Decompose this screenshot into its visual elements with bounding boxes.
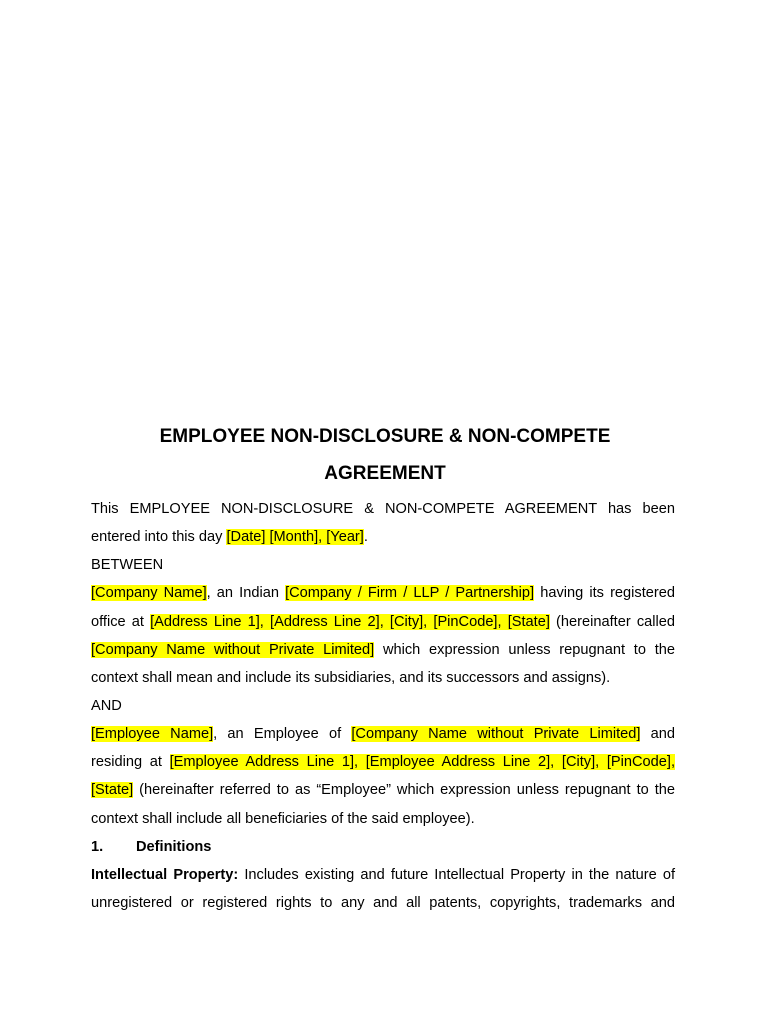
date-placeholder[interactable]: [Date] [Month], [Year] (226, 529, 364, 546)
definitions-title: Definitions (136, 838, 212, 855)
ip-term: Intellectual Property: (91, 866, 239, 883)
employee-party-text: context shall include all beneficiaries of the said employee). (91, 810, 475, 827)
employee-party-text: and (640, 726, 676, 743)
employee-party-line-3 (91, 776, 675, 804)
document-title-line-1: EMPLOYEE NON-DISCLOSURE & NON-COMPETE (159, 426, 611, 447)
company-party-line-2 (91, 608, 675, 636)
employee-name-placeholder[interactable]: [Employee Name] (91, 726, 214, 743)
company-address-placeholder[interactable]: [Address Line 1], [Address Line 2], [City], [PinCode], [State] (150, 613, 550, 630)
intro-text: entered into this day (91, 529, 227, 546)
company-party-text: office at (91, 613, 151, 630)
and-text: AND (91, 697, 122, 714)
company-party-line-4 (91, 664, 675, 692)
intro-text: . (363, 529, 368, 546)
employee-party-text: (hereinafter referred to as “Employee” which expression unless repugnant to the (133, 782, 675, 799)
employee-party-text: , an Employee of (213, 726, 352, 743)
and-label (91, 692, 675, 720)
ip-definition-text: unregistered or registered rights to any and all patents, copyrights, trademarks and (91, 894, 675, 911)
employee-company-placeholder[interactable]: [Company Name without Private Limited] (351, 726, 641, 743)
company-party-text: which expression unless repugnant to the (374, 641, 675, 658)
company-name-placeholder[interactable]: [Company Name] (91, 585, 207, 602)
company-party-text: , an Indian (206, 585, 286, 602)
intro-line-2 (91, 523, 675, 551)
company-party-text: having its registered (534, 585, 675, 602)
employee-address-placeholder[interactable]: [Employee Address Line 1], [Employee Address Line 2], [City], [PinCode], (169, 754, 675, 771)
employee-state-placeholder[interactable]: [State] (91, 782, 134, 799)
ip-definition-text: Includes existing and future Intellectual Property in the nature of (238, 866, 676, 883)
company-party-line-1 (91, 579, 675, 607)
entity-type-placeholder[interactable]: [Company / Firm / LLP / Partnership] (285, 585, 535, 602)
ip-definition-line-2 (91, 889, 675, 917)
company-party-text: context shall mean and include its subsidiaries, and its successors and assigns). (91, 669, 611, 686)
definitions-heading (91, 833, 675, 861)
employee-party-text: residing at (91, 754, 170, 771)
intro-line-1 (91, 495, 675, 523)
ip-definition-line-1 (91, 861, 675, 889)
employee-party-line-1 (91, 720, 675, 748)
between-text: BETWEEN (91, 557, 164, 574)
company-short-name-placeholder[interactable]: [Company Name without Private Limited] (91, 641, 375, 658)
definitions-number: 1. (91, 838, 104, 855)
company-party-text: (hereinafter called (549, 613, 675, 630)
intro-text: This EMPLOYEE NON-DISCLOSURE & NON-COMPETE AGREEMENT has been (91, 501, 675, 517)
employee-party-line-2 (91, 748, 675, 776)
agreement-body (91, 495, 675, 917)
between-label (91, 551, 675, 579)
document-title-line-2: AGREEMENT (324, 463, 446, 484)
company-party-line-3 (91, 636, 675, 664)
employee-party-line-4 (91, 805, 675, 833)
